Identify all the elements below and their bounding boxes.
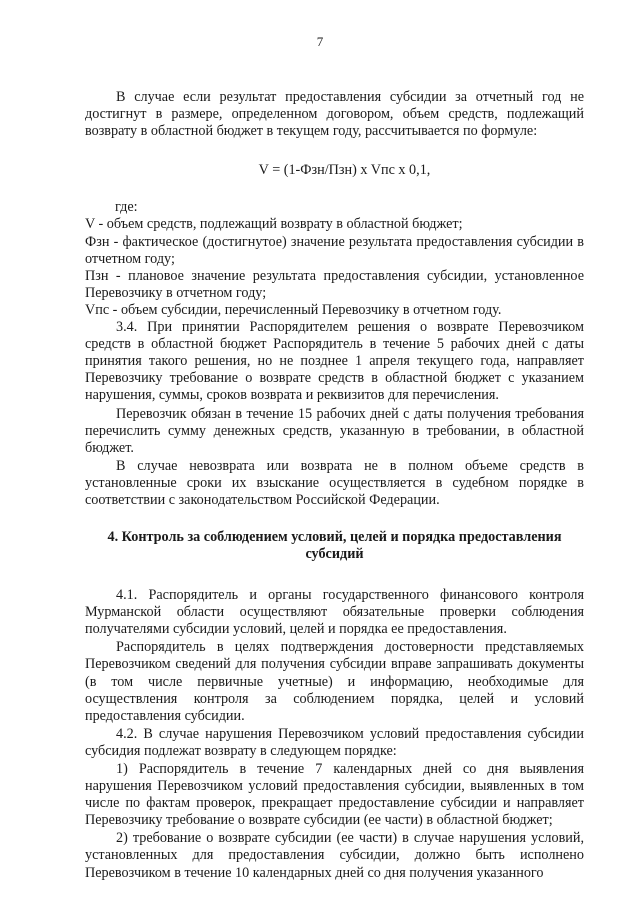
paragraph-4-2: 4.2. В случае нарушения Перевозчиком условий предоставления субсидии субсидия подлежат возврату в следующем порядке: [85, 725, 584, 759]
paragraph-carrier-obligation: Перевозчик обязан в течение 15 рабочих дней с даты получения требования перечислить сумму денежных средств, указанную в требовании, в областной бюджет. [85, 405, 584, 456]
section-4-heading: 4. Контроль за соблюдением условий, целей и порядка предоставления субсидий [107, 529, 562, 563]
paragraph-document-request: Распорядитель в целях подтверждения достоверности представляемых Перевозчиком сведений для получения субсидии вправе запрашивать документы (в том числе первичные учетные) и информацию, необходимые для осуществления контроля за соблюдением порядка, целей и условий предоставления субсидии. [85, 639, 584, 724]
definition-pzn: Пзн - плановое значение результата предоставления субсидии, установленное Перевозчику в отчетном году; [85, 267, 584, 301]
paragraph-item-2: 2) требование о возврате субсидии (ее части) в случае нарушения условий, установленных для предоставления субсидии, должно быть исполнено Перевозчиком в течение 10 календарных дней со дня получения указанного [85, 830, 584, 881]
paragraph-item-1: 1) Распорядитель в течение 7 календарных дней со дня выявления нарушения Перевозчиком условий предоставления субсидии, выявленных в том числе по фактам проверок, прекращает предоставление субсидии и направляет Перевозчику требование о возврате субсидии (ее части) в областной бюджет; [85, 761, 584, 829]
definition-v: V - объем средств, подлежащий возврату в областной бюджет; [85, 216, 463, 233]
paragraph-3-4: 3.4. При принятии Распорядителем решения о возврате Перевозчиком средств в областной бюджет Распорядитель в течение 5 рабочих дней с даты принятия такого решения, но не позднее 1 апреля текущего года, направляет Перевозчику требование о возврате средств в областной бюджет с указанием нарушения, суммы, сроков возврата и реквизитов для перечисления. [85, 319, 584, 404]
where-label: где: [115, 199, 138, 216]
paragraph-refund-condition: В случае если результат предоставления субсидии за отчетный год не достигнут в размере, определенном договором, объем средств, подлежащий возврату в областной бюджет в текущем году, рассчитывается по формуле: [85, 89, 584, 140]
paragraph-4-1: 4.1. Распорядитель и органы государственного финансового контроля Мурманской области осуществляют обязательные проверки соблюдения получателями субсидии условий, целей и порядка ее предоставления. [85, 587, 584, 638]
refund-formula: V = (1-Фзн/Пзн) x Vпс x 0,1, [258, 162, 431, 179]
page-number: 7 [316, 34, 324, 49]
document-body [85, 89, 584, 882]
paragraph-court-recovery: В случае невозврата или возврата не в полном объеме средств в установленные сроки их взыскание осуществляется в судебном порядке в соответствии с законодательством Российской Федерации. [85, 457, 584, 508]
definition-vps: Vпс - объем субсидии, перечисленный Перевозчику в отчетном году. [85, 301, 502, 318]
definition-fzn: Фзн - фактическое (достигнутое) значение результата предоставления субсидии в отчетном году; [85, 233, 584, 267]
